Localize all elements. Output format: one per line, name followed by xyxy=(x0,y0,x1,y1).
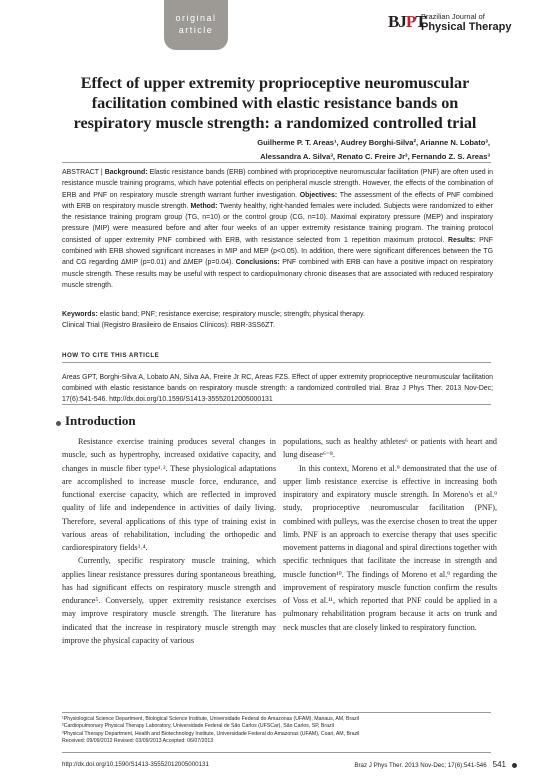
author-list xyxy=(220,136,490,164)
affiliation-3: ³Physical Therapy Department, Health and Biotechnology Institute, Universidade Federal do Amazonas (UFAM), Coari, AM, Brazil xyxy=(62,730,360,737)
logo-letter-j: J xyxy=(398,12,406,31)
body-column-left xyxy=(62,435,276,647)
citation-text: Areas GPT, Borghi-Silva A, Lobato AN, Silva AA, Freire Jr RC, Areas FZS. Effect of upper extremity proprioceptive neuromuscular facilitation combined with elastic resistance bands on respiratory muscle strength: a randomized controlled trial. Braz J Phys Ther. 2013 Nov-Dec; 17(6):541-546. http://dx.doi.org/10.1590/S1413-35552012005000131 xyxy=(62,374,493,403)
keywords xyxy=(62,309,493,332)
divider xyxy=(62,404,491,405)
received-dates: Received: 09/09/2012 Revised: 03/09/2013 Accepted: 06/07/2013 xyxy=(62,738,214,745)
journal-name-line-1: Brazilian Journal of xyxy=(421,12,485,21)
journal-logo xyxy=(388,11,518,37)
divider xyxy=(62,162,491,163)
journal-citation: Braz J Phys Ther. 2013 Nov-Dec; 17(6):541-546 xyxy=(354,762,487,769)
divider xyxy=(62,752,491,753)
section-title: Introduction xyxy=(65,413,136,428)
cite-heading: HOW TO CITE THIS ARTICLE xyxy=(62,352,160,359)
background-text: Elastic resistance bands (ERB) combined with proprioceptive neuromuscular facilitation (PNF) are often used in resistance muscle training programs, which have potential effects on peripheral muscle strength. However, the effects of the combination of ERB and PNF on respiratory muscle strength warrant further investigation. xyxy=(62,169,493,199)
background-label: Background: xyxy=(104,169,148,176)
abstract xyxy=(62,167,493,291)
paragraph: Resistance exercise training produces several changes in muscle, such as hypertrophy, increased oxidative capacity, and changes in muscle fiber type¹˒². These physiological adaptations are accomplished to increase muscle force, endurance, and functional exercise capacity, which are reflected in improved quality of life and independence in activities of daily living. Therefore, several applications of this type of training exist in various areas of rehabilitation, including the orthopedic and cardiorespiratory fields³˒⁴. xyxy=(62,437,276,552)
affiliation-1: ¹Physiological Science Department, Biological Science Institute, Universidade Federal do Amazonas (UFAM), Manaus, AM, Brazil xyxy=(62,716,359,722)
badge-line-2: article xyxy=(178,25,214,35)
logo-letter-p: P xyxy=(405,12,416,31)
doi-link[interactable]: http://dx.doi.org/10.1590/S1413-35552012005000131 xyxy=(62,761,209,768)
conclusions-label: Conclusions: xyxy=(235,259,280,267)
journal-logo-text xyxy=(421,12,512,33)
objectives-text: The assessment of the effects of PNF combined with ERB on respiratory muscle strength. xyxy=(62,191,493,210)
bullet-icon xyxy=(56,421,61,426)
paragraph: Currently, specific respiratory muscle training, which applies linear resistance pressures during spontaneous breathing, has had significant effects on respiratory muscle strength and endurance⁵. Conversely, upper extremity resistance exercises may improve respiratory muscle strength. The literature has indicated that the increase in respiratory muscle strength may improve the physical capacity of various xyxy=(62,556,276,645)
paragraph: In this context, Moreno et al.⁹ demonstrated that the use of upper limb resistance exercise is effective in increasing both inspiratory and expiratory muscle strength. In Moreno's et al.⁹ study, proprioceptive neuromuscular facilitation (PNF), combined with pulleys, was the exercise chosen to treat the upper limb. PNF is an approach to exercise therapy that uses specific movement patterns in diagonal and spiral directions together with specific techniques that facilitate the increase in strength and muscle function¹⁰. The findings of Moreno et al.⁹ regarding the improvement of respiratory muscle function confirm the results of Voss et al.¹¹, which reported that PNF could be applied in a pulmonary rehabilitation program because it acts on trunk and neck muscles that are closely linked to respiratory function. xyxy=(283,463,497,632)
journal-logo-mark xyxy=(388,11,426,33)
article-type-badge xyxy=(164,0,228,50)
bullet-icon xyxy=(512,763,517,768)
trial-registry: Clinical Trial (Registro Brasileiro de Ensaios Clínicos): RBR-3SS6ZT. xyxy=(62,322,275,330)
conclusions-text: PNF combined with ERB can have a positive impact on respiratory muscle strength. These results may be useful with respect to cardiopulmonary chronic diseases that are associated with reduced respiratory muscle strength. xyxy=(62,259,493,289)
author-line-2: Alessandra A. Silva³, Renato C. Freire Jr³, Fernando Z. S. Areas³ xyxy=(260,152,490,161)
results-label: Results: xyxy=(448,236,476,244)
page-number: 541 xyxy=(492,760,506,769)
divider xyxy=(62,362,491,363)
objectives-label: Objectives: xyxy=(299,191,338,199)
footer-journal xyxy=(336,760,506,769)
method-text: Twenty healthy, right-handed females were included. Subjects were randomized to either the resistance training program group (TG, n=10) or the control group (CG, n=10). Maximal expiratory pressure (MEP) and inspiratory pressure (MIP) were measured before and after four weeks of an upper extremity resistance training program. The training protocol consisted of upper extremity PNF combined with ERB, with resistance selected from 1 repetition maximum protocol. xyxy=(62,202,493,244)
badge-line-1: original xyxy=(175,13,217,23)
method-label: Method: xyxy=(190,202,218,210)
logo-letter-b: B xyxy=(388,12,399,31)
keywords-text: elastic band; PNF; resistance exercise; respiratory muscle; strength; physical therapy. xyxy=(97,311,365,318)
abstract-lead: ABSTRACT | xyxy=(62,169,105,176)
logo-letter-t: T xyxy=(415,12,426,31)
body-column-right xyxy=(283,435,497,634)
article-title: Effect of upper extremity proprioceptive neuromuscular facilitation combined with elastic resistance bands on respiratory muscle strength: a randomized controlled trial xyxy=(73,74,477,132)
paragraph: populations, such as healthy athletes⁶ or patients with heart and lung disease⁶⁻⁸. xyxy=(283,437,497,460)
affiliations xyxy=(62,716,502,746)
journal-name-line-2: Physical Therapy xyxy=(421,21,512,33)
affiliation-2: ²Cardiopulmonary Physical Therapy Laboratory, Universidade Federal de São Carlos (UFSCar), São Carlos, SP, Brazil xyxy=(62,723,334,730)
results-text: PNF combined with ERB showed significant increases in MIP and MEP (p<0.05). In addition, there were significant differences between the TG and CG regarding ΔMIP (p=0.01) and ΔMEP (p=0.04). xyxy=(62,236,493,267)
author-line-1: Guilherme P. T. Areas¹, Audrey Borghi-Silva², Arianne N. Lobato³, xyxy=(257,138,490,147)
keywords-label: Keywords: xyxy=(62,311,98,318)
divider xyxy=(62,712,491,713)
